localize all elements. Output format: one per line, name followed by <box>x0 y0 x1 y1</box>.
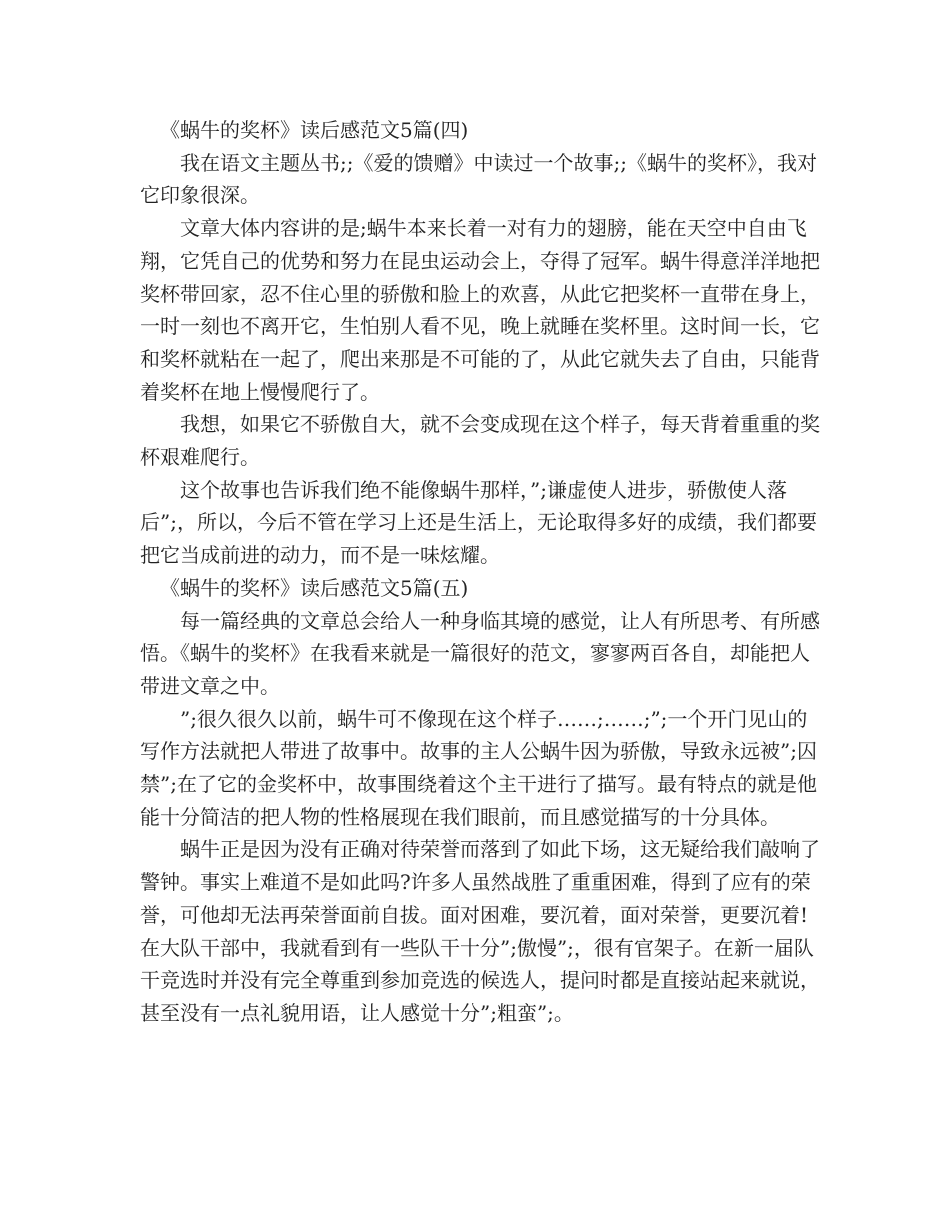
document-body <box>140 114 820 1030</box>
paragraph: 这个故事也告诉我们绝不能像蜗牛那样，”;谦虚使人进步，骄傲使人落后”;，所以，今后不管在学习上还是生活上，无论取得多好的成绩，我们都要把它当成前进的动力，而不是一味炫耀。 <box>140 477 817 568</box>
paragraph: 我在语文主题丛书;;《爱的馈赠》中读过一个故事;;《蜗牛的奖杯》，我对它印象很深。 <box>140 150 817 208</box>
paragraph: 蜗牛正是因为没有正确对待荣誉而落到了如此下场，这无疑给我们敲响了警钟。事实上难道不是如此吗?许多人虽然战胜了重重困难，得到了应有的荣誉，可他却无法再荣誉面前自拔。面对困难，要沉着，面对荣誉，更要沉着!在大队干部中，我就看到有一些队干十分”;傲慢”;，很有官架子。在新一届队干竞选时并没有完全尊重到参加竞选的候选人，提问时都是直接站起来就说，甚至没有一点礼貌用语，让人感觉十分”;粗蛮”;。 <box>140 837 820 1025</box>
section-heading-4: 《蜗牛的奖杯》读后感范文5篇(四) <box>160 118 469 142</box>
paragraph: 文章大体内容讲的是;蜗牛本来长着一对有力的翅膀，能在天空中自由飞翔，它凭自己的优势和努力在昆虫运动会上，夺得了冠军。蜗牛得意洋洋地把奖杯带回家，忍不住心里的骄傲和脸上的欢喜，从此它把奖杯一直带在身上，一时一刻也不离开它，生怕别人看不见，晚上就睡在奖杯里。这时间一长，它和奖杯就粘在一起了，爬出来那是不可能的了，从此它就失去了自由，只能背着奖杯在地上慢慢爬行了。 <box>140 216 820 404</box>
paragraph: 我想，如果它不骄傲自大，就不会变成现在这个样子，每天背着重重的奖杯艰难爬行。 <box>140 412 820 470</box>
section-heading-5: 《蜗牛的奖杯》读后感范文5篇(五) <box>160 575 469 600</box>
paragraph: ”;很久很久以前，蜗牛可不像现在这个样子……;……;”;一个开门见山的写作方法就把人带进了故事中。故事的主人公蜗牛因为骄傲，导致永远被”;囚禁”;在了它的金奖杯中，故事围绕着这个主干进行了描写。最有特点的就是他能十分简洁的把人物的性格展现在我们眼前，而且感觉描写的十分具体。 <box>140 706 817 829</box>
paragraph: 每一篇经典的文章总会给人一种身临其境的感觉，让人有所思考、有所感悟。《蜗牛的奖杯》在我看来就是一篇很好的范文，寥寥两百各自，却能把人带进文章之中。 <box>140 608 820 698</box>
